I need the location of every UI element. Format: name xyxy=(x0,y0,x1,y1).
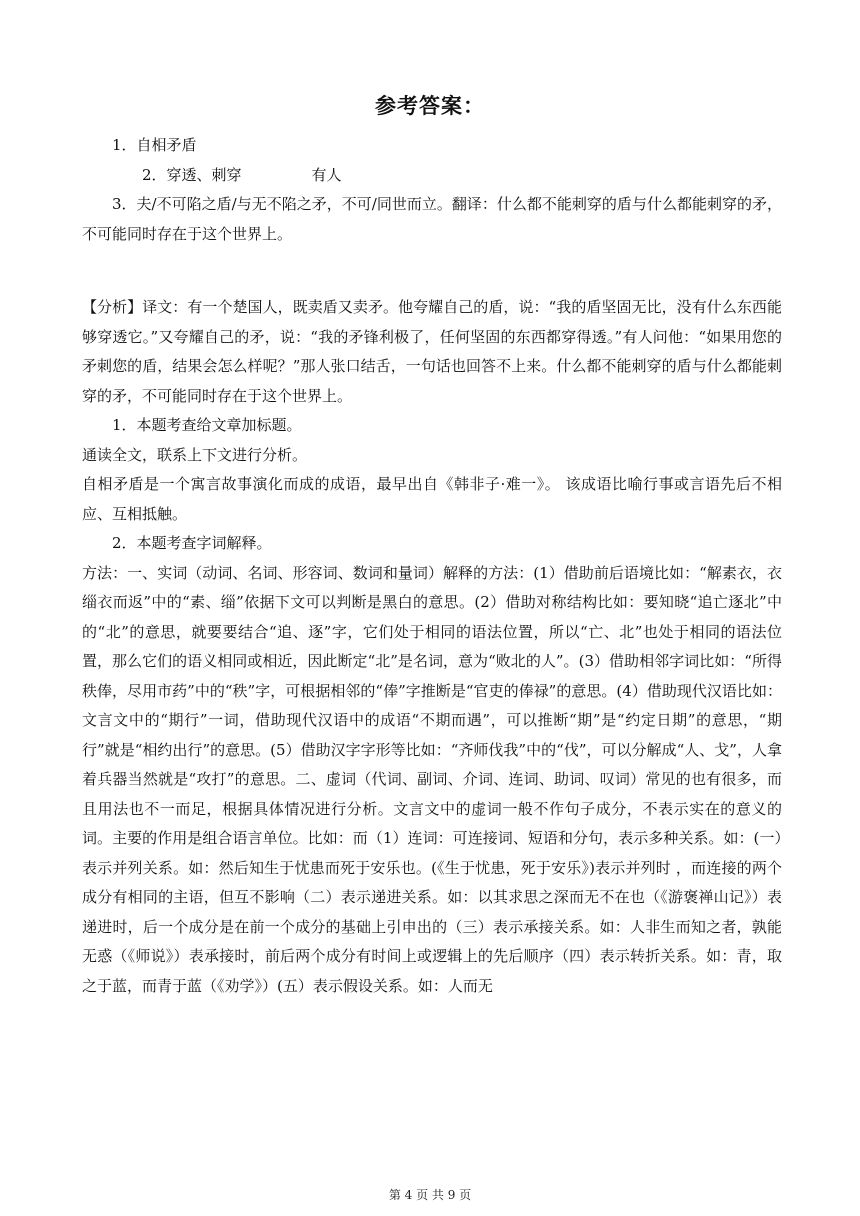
question-2-heading: 2．本题考查字词解释。 xyxy=(112,534,272,552)
answer-2-part-2: 有人 xyxy=(311,165,342,184)
question-1-line-2: 自相矛盾是一个寓言故事演化而成的成语，最早出自《韩非子·难一》。 该成语比喻行事或言语先后不相应、互相抵触。 xyxy=(82,475,782,523)
question-2-body: 方法：一、实词（动词、名词、形容词、数词和量词）解释的方法：(1）借助前后语境比如：“解素衣，衣缁衣而返”中的“素、缁”依据下文可以判断是黑白的意思。(2）借助对称结构比如：要知晓“追亡逐北”中的“北”的意思，就要要结合“追、逐”字，它们处于相同的语法位置，所以“亡、北”也处于相同的语法位置，那么它们的语义相同或相近，因此断定“北”是名词，意为“败北的人”。(3）借助相邻字词比如：“所得秩俸，尽用市药”中的“秩”字，可根据相邻的“俸”字推断是“官吏的俸禄”的意思。(4）借助现代汉语比如：文言文中的“期行”一词，借助现代汉语中的成语“不期而遇”，可以推断“期”是“约定日期”的意思，“期行”就是“相约出行”的意思。(5）借助汉字字形等比如：“齐师伐我”中的“伐”，可以分解成“人、戈”，人拿着兵器当然就是“攻打”的意思。二、虚词（代词、副词、介词、连词、助词、叹词）常见的也有很多，而且用法也不一而足，根据具体情况进行分析。文言文中的虚词一般不作句子成分，不表示实在的意义的词。主要的作用是组合语言单位。比如：而（1）连词：可连接词、短语和分句，表示多种关系。如：(一）表示并列关系。如：然后知生于忧患而死于安乐也。(《生于忧患，死于安乐》)表示并列时 ，而连接的两个成分有相同的主语，但互不影响（二）表示递进关系。如：以其求思之深而无不在也（《游褒禅山记》）表递进时，后一个成分是在前一个成分的基础上引申出的（三）表示承接关系。如：人非生而知之者，孰能无惑（《师说》）表承接时，前后两个成分有时间上或逻辑上的先后顺序（四）表示转折关系。如：青，取之于蓝，而青于蓝（《劝学》）(五）表示假设关系。如：人而无 xyxy=(82,563,782,995)
question-1-line-1: 通读全文，联系上下文进行分析。 xyxy=(82,445,308,464)
answer-2 xyxy=(82,161,782,191)
analysis-translation: 译文：有一个楚国人，既卖盾又卖矛。他夸耀自己的盾，说：“我的盾坚固无比，没有什么东西能够穿透它。”又夸耀自己的矛，说：“我的矛锋利极了，任何坚固的东西都穿得透。”有人问他：“如果用您的矛刺您的盾，结果会怎么样呢？”那人张口结舌，一句话也回答不上来。什么都不能刺穿的盾与什么都能刺穿的矛，不可能同时存在于这个世界上。 xyxy=(82,298,782,405)
page-title: 参考答案： xyxy=(375,94,485,118)
answer-3: 3．夫/不可陷之盾/与无不陷之矛，不可/同世而立。翻译：什么都不能刺穿的盾与什么都能刺穿的矛，不可能同时存在于这个世界上。 xyxy=(82,195,782,243)
analysis-label: 【分析】 xyxy=(82,298,143,316)
page-footer: 第 4 页 共 9 页 xyxy=(388,1188,472,1202)
answer-2-part-1: 2．穿透、刺穿 xyxy=(142,165,242,184)
analysis-paragraph xyxy=(82,293,782,411)
spacer xyxy=(82,249,782,278)
answer-1: 1．自相矛盾 xyxy=(112,136,197,154)
question-1-heading: 1．本题考查给文章加标题。 xyxy=(112,416,302,434)
document-body xyxy=(82,131,782,1001)
